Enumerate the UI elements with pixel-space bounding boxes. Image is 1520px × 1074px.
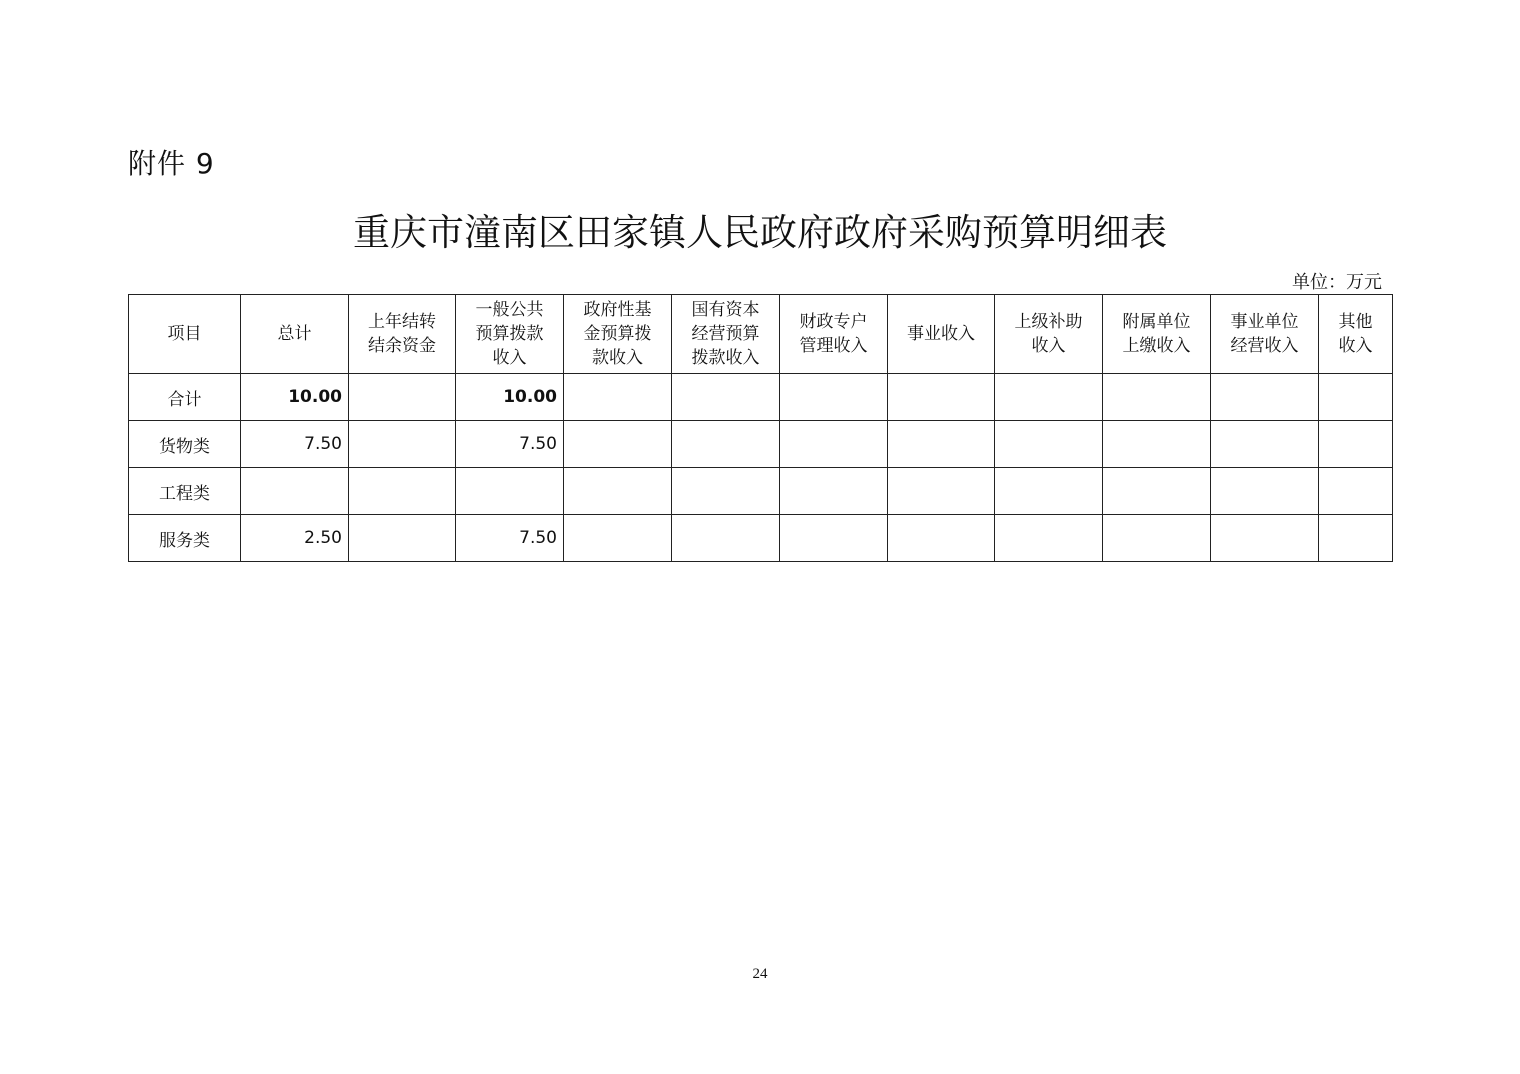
table-cell <box>780 468 888 515</box>
table-row-engineering <box>129 468 1393 515</box>
table-cell <box>241 468 349 515</box>
budget-table <box>128 294 1393 562</box>
table-cell <box>349 374 456 421</box>
table-cell <box>672 374 780 421</box>
header-cell-prior-year-carryover: 上年结转 结余资金 <box>349 295 456 374</box>
table-cell: 2.50 <box>241 515 349 562</box>
table-cell: 10.00 <box>241 374 349 421</box>
table-cell <box>1211 421 1319 468</box>
table-cell: 10.00 <box>456 374 564 421</box>
table-cell <box>1103 374 1211 421</box>
header-cell-superior-subsidy: 上级补助 收入 <box>995 295 1103 374</box>
table-cell <box>780 515 888 562</box>
table-cell: 7.50 <box>456 421 564 468</box>
header-cell-business-income: 事业收入 <box>888 295 995 374</box>
header-cell-operating-income: 事业单位 经营收入 <box>1211 295 1319 374</box>
header-cell-state-capital-budget: 国有资本 经营预算 拨款收入 <box>672 295 780 374</box>
table-cell <box>672 468 780 515</box>
header-cell-project: 项目 <box>129 295 241 374</box>
table-cell <box>349 515 456 562</box>
table-cell <box>564 421 672 468</box>
table-cell <box>564 468 672 515</box>
header-cell-special-account: 财政专户 管理收入 <box>780 295 888 374</box>
table-row-services <box>129 515 1393 562</box>
table-cell <box>1211 468 1319 515</box>
row-label: 合计 <box>129 374 241 421</box>
table-cell: 7.50 <box>456 515 564 562</box>
row-label: 货物类 <box>129 421 241 468</box>
unit-label: 单位：万元 <box>1292 272 1382 293</box>
header-cell-other-income: 其他 收入 <box>1319 295 1393 374</box>
header-row <box>129 295 1393 374</box>
table-row-total <box>129 374 1393 421</box>
table-cell <box>1319 515 1393 562</box>
header-cell-affiliate-remittance: 附属单位 上缴收入 <box>1103 295 1211 374</box>
table-cell <box>888 421 995 468</box>
table-cell <box>1319 374 1393 421</box>
table-cell <box>995 468 1103 515</box>
table-cell <box>995 515 1103 562</box>
table-cell <box>780 374 888 421</box>
table-cell <box>1103 421 1211 468</box>
table-cell <box>1319 468 1393 515</box>
table-cell <box>1103 468 1211 515</box>
header-cell-total: 总计 <box>241 295 349 374</box>
table-cell <box>349 468 456 515</box>
row-label: 服务类 <box>129 515 241 562</box>
table-cell <box>888 515 995 562</box>
table-cell <box>888 468 995 515</box>
table-cell <box>1211 374 1319 421</box>
table-cell <box>780 421 888 468</box>
table-cell <box>456 468 564 515</box>
table-cell <box>888 374 995 421</box>
table-cell: 7.50 <box>241 421 349 468</box>
table-cell <box>349 421 456 468</box>
table-cell <box>564 515 672 562</box>
table-cell <box>1319 421 1393 468</box>
table-cell <box>1211 515 1319 562</box>
table-cell <box>1103 515 1211 562</box>
page-number: 24 <box>752 966 768 982</box>
table-cell <box>672 421 780 468</box>
table-cell <box>995 374 1103 421</box>
attachment-label: 附件 9 <box>128 147 215 180</box>
table-cell <box>995 421 1103 468</box>
table-cell <box>672 515 780 562</box>
header-cell-general-budget: 一般公共 预算拨款 收入 <box>456 295 564 374</box>
table-row-goods <box>129 421 1393 468</box>
row-label: 工程类 <box>129 468 241 515</box>
header-cell-gov-fund-budget: 政府性基 金预算拨 款收入 <box>564 295 672 374</box>
table-cell <box>564 374 672 421</box>
document-title: 重庆市潼南区田家镇人民政府政府采购预算明细表 <box>353 211 1167 254</box>
